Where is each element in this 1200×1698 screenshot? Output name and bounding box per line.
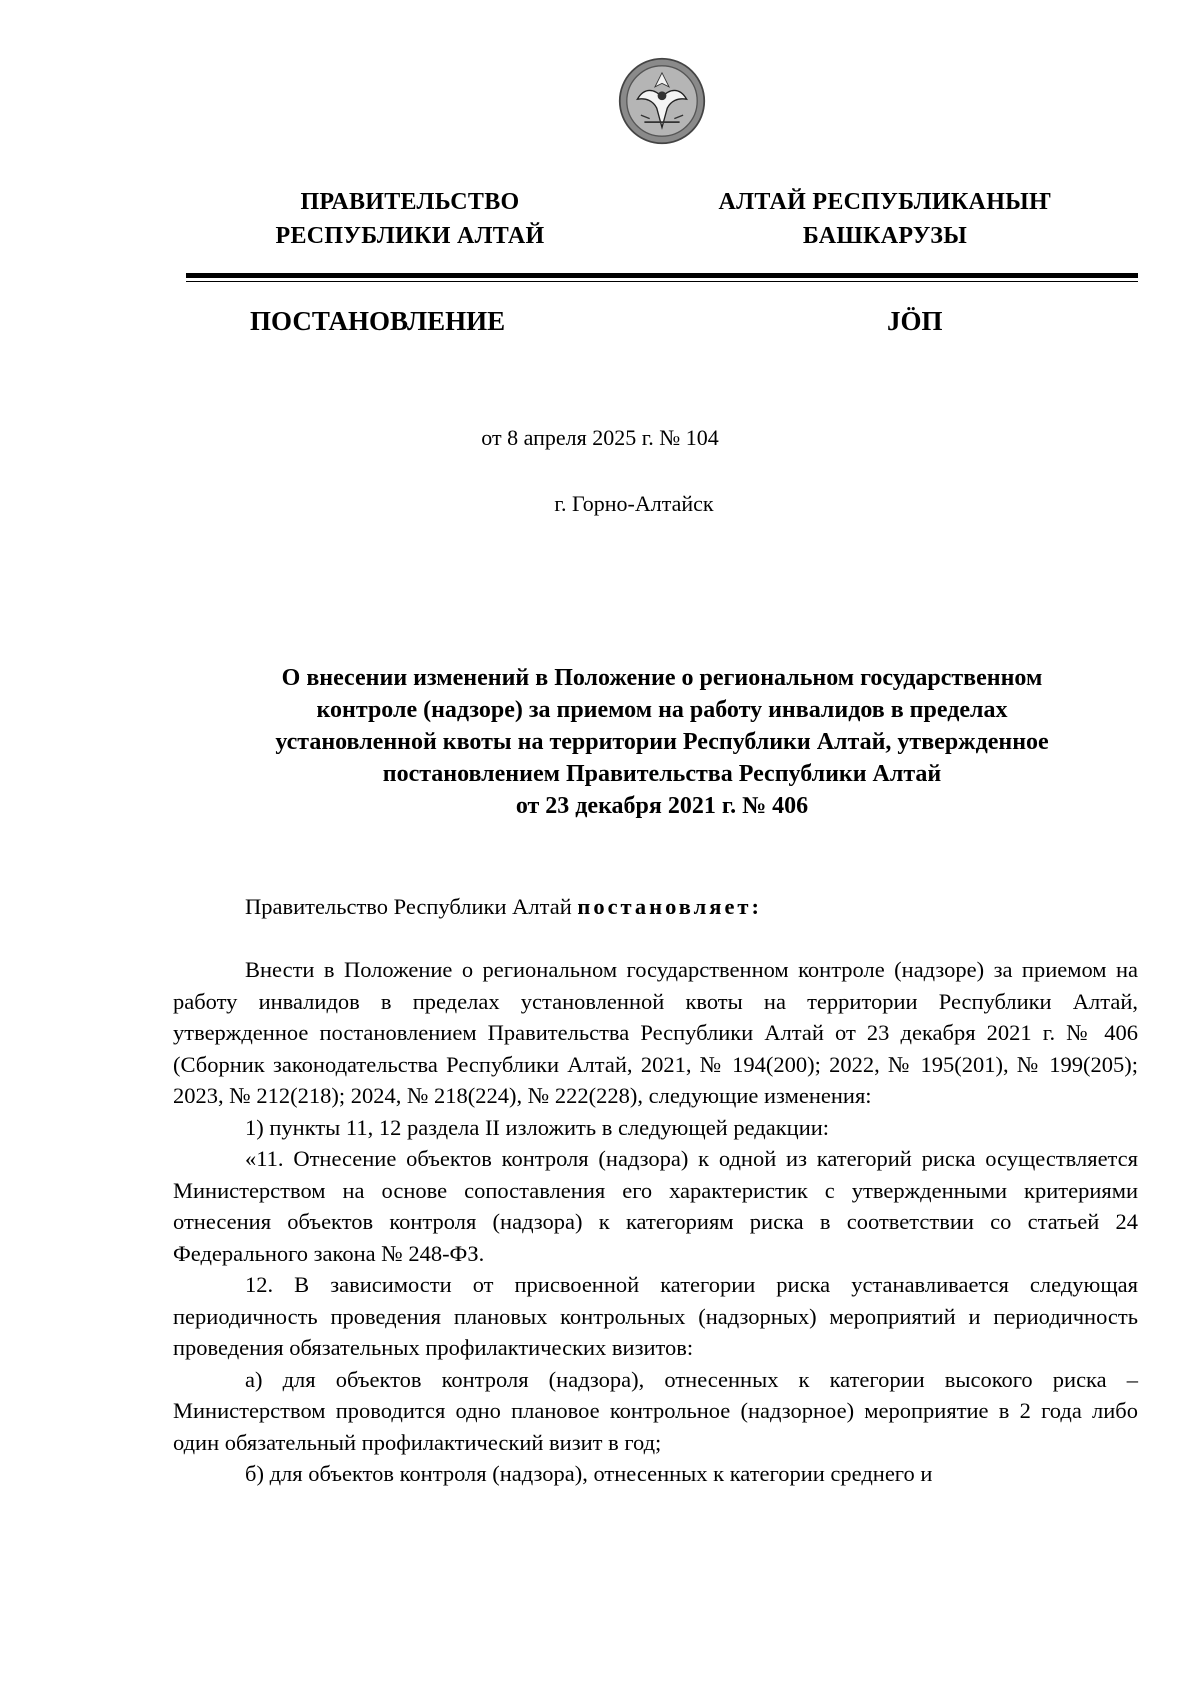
body-paragraph: 1) пункты 11, 12 раздела II изложить в следующей редакции: [245, 1114, 830, 1140]
body-paragraph: 12. В зависимости от присвоенной категории риска устанавливается следующая периодичность проведения плановых контрольных (надзорных) мероприятий и периодичность проведения обязательных профилактических визитов: [173, 1272, 1138, 1360]
header-divider [186, 273, 1138, 278]
org-left-line2: РЕСПУБЛИКИ АЛТАЙ [275, 223, 545, 249]
org-right-line2: БАШКАРУЗЫ [802, 223, 968, 249]
intro-text: Правительство Республики Алтай [245, 894, 578, 919]
title-line: установленной квоты на территории Республики Алтай, утвержденное [275, 729, 1049, 755]
intro-verb: постановляет: [577, 894, 762, 919]
title-line: от 23 декабря 2021 г. № 406 [515, 793, 809, 819]
body-paragraph: Внести в Положение о региональном государственном контроле (надзоре) за приемом на работу инвалидов в пределах установленной квоты на территории Республики Алтай, утвержденное постановлением Правительства Республики Алтай от 23 декабря 2021 г. № 406 (Сборник законодательства Республики Алтай, 2021, № 194(200); 2022, № 195(201), № 199(205); 2023, № 212(218); 2024, № 218(224), № 222(228), следующие изменения: [173, 957, 1138, 1108]
government-name-altai [700, 185, 1070, 253]
coat-of-arms-icon [618, 57, 706, 145]
body-paragraph: а) для объектов контроля (надзора), отнесенных к категории высокого риска – Министерством проводится одно плановое контрольное (надзорное) мероприятие в 2 года либо один обязательный профилактический визит в год; [173, 1366, 1138, 1455]
title-line: контроле (надзоре) за приемом на работу инвалидов в пределах [316, 697, 1008, 723]
resolution-intro [173, 891, 1138, 923]
document-body [173, 954, 1138, 1490]
body-paragraph: б) для объектов контроля (надзора), отнесенных к категории среднего и [245, 1461, 933, 1486]
body-paragraph: «11. Отнесение объектов контроля (надзора) к одной из категорий риска осуществляется Министерством на основе сопоставления его характеристик с утвержденными критериями отнесения объектов контроля (надзора) к категориям риска в соответствии со статьей 24 Федерального закона № 248-ФЗ. [173, 1146, 1138, 1266]
document-city: г. Горно-Алтайск [554, 491, 714, 516]
government-name-russian [230, 185, 590, 253]
doc-type-russian: ПОСТАНОВЛЕНИЕ [250, 306, 506, 336]
document-title [186, 662, 1138, 822]
org-right-line1: АЛТАЙ РЕСПУБЛИКАНЫҤ [718, 189, 1052, 215]
header-divider-thin [186, 281, 1138, 282]
title-line: постановлением Правительства Республики Алтай [382, 761, 942, 787]
org-left-line1: ПРАВИТЕЛЬСТВО [300, 189, 520, 215]
title-line: О внесении изменений в Положение о региональном государственном [281, 665, 1043, 691]
doc-type-altai: JӦП [887, 306, 943, 336]
document-date-number: от 8 апреля 2025 г. № 104 [481, 425, 719, 450]
